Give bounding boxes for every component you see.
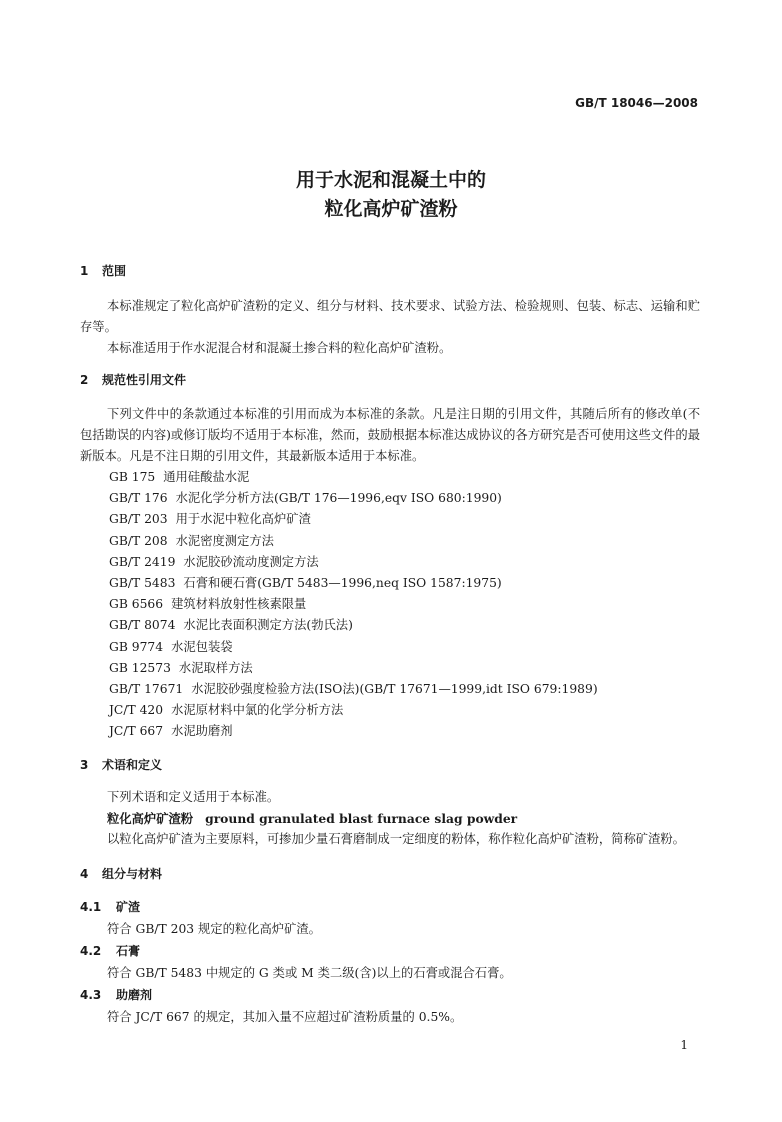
- reference-title: 水泥密度测定方法: [175, 533, 274, 548]
- reference-item: [80, 488, 700, 509]
- standard-number: GB/T 18046—2008: [575, 96, 698, 110]
- section-2-heading: [80, 371, 700, 388]
- reference-code: GB/T 176: [109, 491, 168, 506]
- section-1-heading: [80, 262, 700, 279]
- section-title: 组分与材料: [102, 866, 163, 881]
- reference-code: GB 9774: [109, 639, 164, 654]
- reference-title: 水泥胶砂流动度测定方法: [183, 554, 319, 569]
- section-number: 3: [80, 757, 89, 772]
- document-title: [0, 166, 782, 224]
- reference-item: [80, 615, 700, 636]
- subsection-number: 4.3: [80, 987, 102, 1002]
- section-3-heading: [80, 756, 700, 773]
- reference-item: [80, 679, 700, 700]
- title-line-2: 粒化高炉矿渣粉: [324, 198, 458, 220]
- section-number: 1: [80, 264, 89, 278]
- subsection-4-3-text: 符合 JC/T 667 的规定，其加入量不应超过矿渣粉质量的 0.5%。: [107, 1009, 463, 1024]
- reference-code: GB/T 2419: [109, 554, 176, 569]
- section-2-intro: 下列文件中的条款通过本标准的引用而成为本标准的条款。凡是注日期的引用文件，其随后所有的修改单(不包括勘误的内容)或修订版均不适用于本标准，然而，鼓励根据本标准达成协议的各方研究是否可使用这些文件的最新版本。凡是不注日期的引用文件，其最新版本适用于本标准。: [80, 407, 700, 463]
- reference-item: [80, 467, 700, 488]
- reference-code: JC/T 667: [109, 724, 164, 739]
- section-title: 术语和定义: [102, 757, 163, 772]
- reference-item: [80, 573, 700, 594]
- reference-item: [80, 658, 700, 679]
- reference-title: 水泥原材料中氯的化学分析方法: [171, 703, 344, 718]
- term-chinese: 粒化高炉矿渣粉: [107, 810, 194, 826]
- reference-item: [80, 700, 700, 721]
- reference-code: JC/T 420: [109, 703, 164, 718]
- subsection-4-1-heading: [80, 898, 700, 915]
- term-definition: 以粒化高炉矿渣为主要原料，可掺加少量石膏磨制成一定细度的粉体，称作粒化高炉矿渣粉，简称矿渣粉。: [107, 831, 685, 846]
- reference-code: GB 175: [109, 470, 156, 484]
- reference-list: [80, 467, 700, 743]
- reference-item: [80, 531, 700, 552]
- section-4-heading: [80, 865, 700, 882]
- subsection-title: 石膏: [116, 943, 141, 958]
- term-entry: [80, 808, 700, 829]
- reference-item: [80, 637, 700, 658]
- reference-item: [80, 594, 700, 615]
- reference-title: 用于水泥中粒化高炉矿渣: [175, 512, 311, 527]
- section-title: 范围: [102, 264, 127, 278]
- subsection-title: 助磨剂: [116, 987, 153, 1002]
- reference-title: 水泥取样方法: [178, 660, 253, 675]
- subsection-title: 矿渣: [116, 899, 141, 914]
- page-number: 1: [680, 1038, 688, 1052]
- subsection-4-3-heading: [80, 986, 700, 1003]
- reference-item: [80, 509, 700, 530]
- reference-title: 水泥胶砂强度检验方法(ISO法)(GB/T 17671—1999,idt ISO 679:1989): [191, 682, 598, 697]
- reference-item: [80, 552, 700, 573]
- reference-code: GB/T 208: [109, 533, 168, 548]
- reference-item: [80, 721, 700, 742]
- reference-title: 水泥助磨剂: [171, 724, 233, 739]
- section-1-paragraph-1: 本标准规定了粒化高炉矿渣粉的定义、组分与材料、技术要求、试验方法、检验规则、包装、标志、运输和贮存等。: [80, 299, 700, 334]
- reference-code: GB/T 8074: [109, 618, 176, 633]
- term-english: ground granulated blast furnace slag powder: [205, 810, 518, 826]
- section-1-paragraph-2: 本标准适用于作水泥混合材和混凝土掺合料的粒化高炉矿渣粉。: [107, 341, 452, 355]
- subsection-number: 4.2: [80, 943, 102, 958]
- reference-title: 通用硅酸盐水泥: [163, 470, 250, 484]
- section-3-intro: 下列术语和定义适用于本标准。: [107, 789, 280, 804]
- reference-code: GB 6566: [109, 597, 164, 612]
- reference-code: GB/T 203: [109, 512, 168, 527]
- reference-code: GB/T 17671: [109, 682, 184, 697]
- document-body: [80, 262, 700, 1028]
- subsection-number: 4.1: [80, 899, 102, 914]
- title-line-1: 用于水泥和混凝土中的: [295, 169, 486, 191]
- reference-title: 建筑材料放射性核素限量: [171, 597, 307, 612]
- subsection-4-2-heading: [80, 942, 700, 959]
- subsection-4-1-text: 符合 GB/T 203 规定的粒化高炉矿渣。: [107, 921, 321, 936]
- reference-code: GB 12573: [109, 660, 171, 675]
- reference-title: 水泥包装袋: [171, 639, 233, 654]
- section-number: 4: [80, 866, 89, 881]
- reference-code: GB/T 5483: [109, 576, 176, 591]
- subsection-4-2-text: 符合 GB/T 5483 中规定的 G 类或 M 类二级(含)以上的石膏或混合石膏。: [107, 965, 512, 980]
- reference-title: 石膏和硬石膏(GB/T 5483—1996,neq ISO 1587:1975): [183, 576, 502, 591]
- reference-title: 水泥化学分析方法(GB/T 176—1996,eqv ISO 680:1990): [175, 491, 502, 506]
- reference-title: 水泥比表面积测定方法(勃氏法): [183, 618, 353, 633]
- section-title: 规范性引用文件: [102, 373, 187, 387]
- section-number: 2: [80, 373, 89, 387]
